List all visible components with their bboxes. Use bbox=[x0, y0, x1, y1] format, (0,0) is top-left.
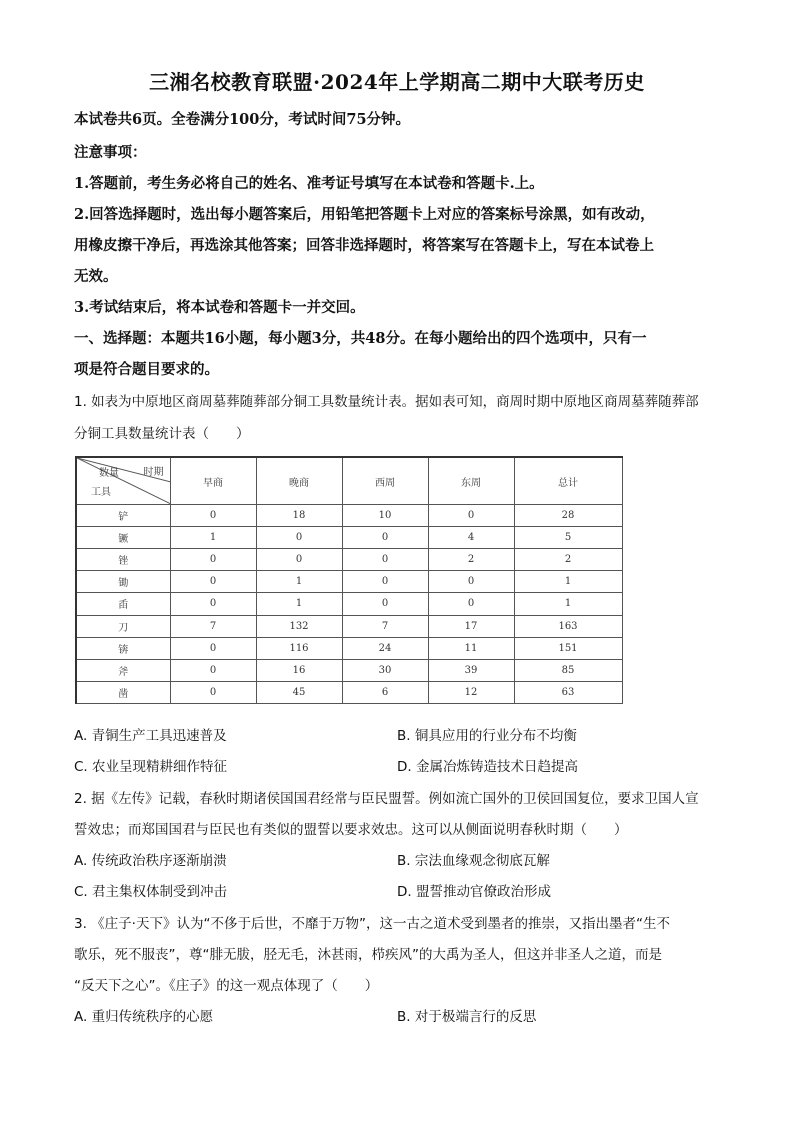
q2-option-b[interactable]: B. 宗法血缘观念彻底瓦解 bbox=[397, 853, 550, 869]
bronze-tools-table bbox=[75, 456, 623, 704]
table-cell: 30 bbox=[342, 659, 428, 681]
table-cell: 0 bbox=[170, 571, 256, 593]
table-row bbox=[76, 527, 622, 549]
table-cell: 0 bbox=[170, 659, 256, 681]
note-2: 2.回答选择题时，选出每小题答案后，用铅笔把答题卡上对应的答案标号涂黑，如有改动， bbox=[74, 206, 655, 223]
table-cell: 6 bbox=[342, 681, 428, 703]
table-row bbox=[76, 549, 622, 571]
note-2-cont: 用橡皮擦干净后，再选涂其他答案；回答非选择题时，将答案写在答题卡上，写在本试卷上 bbox=[74, 237, 654, 254]
column-header: 东周 bbox=[428, 457, 514, 505]
tool-name: 铲 bbox=[76, 505, 170, 527]
section-heading-cont: 项是符合题目要求的。 bbox=[74, 361, 219, 378]
note-1: 1.答题前，考生务必将自己的姓名、准考证号填写在本试卷和答题卡.上。 bbox=[74, 175, 544, 192]
table-cell: 0 bbox=[428, 505, 514, 527]
table-cell: 0 bbox=[170, 637, 256, 659]
q2-option-d[interactable]: D. 盟誓推动官僚政治形成 bbox=[397, 884, 551, 900]
tool-name: 锉 bbox=[76, 549, 170, 571]
q2-option-a[interactable]: A. 传统政治秩序逐渐崩溃 bbox=[74, 853, 227, 869]
q1-option-d[interactable]: D. 金属冶炼铸造技术日趋提高 bbox=[397, 759, 578, 775]
q3-stem-cont: 歌乐，死不服丧”，尊“腓无胈，胫无毛，沐甚雨，栉疾风”的大禹为圣人，但这并非圣人之道，而是 bbox=[74, 947, 662, 963]
table-cell: 0 bbox=[170, 681, 256, 703]
table-cell: 151 bbox=[514, 637, 622, 659]
table-cell: 1 bbox=[256, 571, 342, 593]
table-cell: 0 bbox=[428, 593, 514, 615]
table-cell: 0 bbox=[342, 571, 428, 593]
table-cell: 163 bbox=[514, 615, 622, 637]
table-header-row bbox=[76, 457, 622, 505]
table-cell: 63 bbox=[514, 681, 622, 703]
table-cell: 45 bbox=[256, 681, 342, 703]
exam-title: 三湘名校教育联盟·2024年上学期高二期中大联考历史 bbox=[149, 70, 645, 94]
table-row bbox=[76, 681, 622, 703]
table-row bbox=[76, 637, 622, 659]
q3-stem: 3. 《庄子·天下》认为“不侈于后世，不靡于万物”，这一古之道术受到墨者的推崇，又指出墨者“生不 bbox=[74, 916, 670, 932]
tool-name: 臿 bbox=[76, 593, 170, 615]
table-cell: 4 bbox=[428, 527, 514, 549]
table-row bbox=[76, 659, 622, 681]
column-header: 晚商 bbox=[256, 457, 342, 505]
table-cell: 17 bbox=[428, 615, 514, 637]
q2-option-c[interactable]: C. 君主集权体制受到冲击 bbox=[74, 884, 228, 900]
table-cell: 0 bbox=[170, 505, 256, 527]
table-cell: 7 bbox=[342, 615, 428, 637]
column-header: 西周 bbox=[342, 457, 428, 505]
corner-quantity-label: 数量 bbox=[99, 468, 119, 479]
table-cell: 116 bbox=[256, 637, 342, 659]
table-cell: 11 bbox=[428, 637, 514, 659]
table-cell: 132 bbox=[256, 615, 342, 637]
table-cell: 0 bbox=[170, 549, 256, 571]
table-cell: 28 bbox=[514, 505, 622, 527]
table-row bbox=[76, 593, 622, 615]
table-row bbox=[76, 571, 622, 593]
q3-stem-end: “反天下之心”。《庄子》的这一观点体现了（ ） bbox=[74, 978, 379, 994]
q1-option-b[interactable]: B. 铜具应用的行业分布不均衡 bbox=[397, 728, 577, 744]
table-cell: 0 bbox=[342, 549, 428, 571]
corner-period-label: 时期 bbox=[143, 467, 164, 478]
table-cell: 0 bbox=[342, 593, 428, 615]
tool-name: 锛 bbox=[76, 637, 170, 659]
tool-name: 刀 bbox=[76, 615, 170, 637]
table-cell: 0 bbox=[256, 549, 342, 571]
table-cell: 39 bbox=[428, 659, 514, 681]
table-cell: 0 bbox=[256, 527, 342, 549]
table-cell: 16 bbox=[256, 659, 342, 681]
table-row bbox=[76, 615, 622, 637]
table-cell: 2 bbox=[514, 549, 622, 571]
corner-tool-label: 工具 bbox=[91, 487, 111, 498]
q1-option-a[interactable]: A. 青铜生产工具迅速普及 bbox=[74, 728, 227, 744]
tool-name: 镢 bbox=[76, 527, 170, 549]
notes-heading: 注意事项： bbox=[74, 144, 147, 161]
table-cell: 12 bbox=[428, 681, 514, 703]
table-cell: 1 bbox=[170, 527, 256, 549]
table-cell: 1 bbox=[514, 571, 622, 593]
table-cell: 2 bbox=[428, 549, 514, 571]
note-2-end: 无效。 bbox=[74, 268, 118, 285]
q2-stem-cont: 誓效忠；而郑国国君与臣民也有类似的盟誓以要求效忠。这可以从侧面说明春秋时期（ ） bbox=[74, 822, 628, 838]
table-corner-cell bbox=[76, 457, 170, 505]
table-cell: 85 bbox=[514, 659, 622, 681]
q3-option-b[interactable]: B. 对于极端言行的反思 bbox=[397, 1009, 537, 1025]
table-cell: 24 bbox=[342, 637, 428, 659]
table-cell: 1 bbox=[256, 593, 342, 615]
table-row bbox=[76, 505, 622, 527]
table-cell: 0 bbox=[428, 571, 514, 593]
column-header: 总计 bbox=[514, 457, 622, 505]
q1-option-c[interactable]: C. 农业呈现精耕细作特征 bbox=[74, 759, 228, 775]
table-cell: 0 bbox=[342, 527, 428, 549]
tool-name: 锄 bbox=[76, 571, 170, 593]
tool-name: 斧 bbox=[76, 659, 170, 681]
table-cell: 0 bbox=[170, 593, 256, 615]
table-cell: 18 bbox=[256, 505, 342, 527]
column-header: 早商 bbox=[170, 457, 256, 505]
table-cell: 10 bbox=[342, 505, 428, 527]
q1-stem-cont: 分铜工具数量统计表（ ） bbox=[74, 426, 250, 442]
q1-stem: 1. 如表为中原地区商周墓葬随葬部分铜工具数量统计表。据如表可知，商周时期中原地区商周墓葬随葬部 bbox=[74, 394, 699, 410]
table-cell: 5 bbox=[514, 527, 622, 549]
tool-name: 凿 bbox=[76, 681, 170, 703]
q2-stem: 2. 据《左传》记载，春秋时期诸侯国国君经常与臣民盟誓。例如流亡国外的卫侯回国复位，要求卫国人宣 bbox=[74, 791, 699, 807]
table-cell: 7 bbox=[170, 615, 256, 637]
exam-intro: 本试卷共6页。全卷满分100分，考试时间75分钟。 bbox=[74, 111, 411, 128]
section-heading: 一、选择题：本题共16小题，每小题3分，共48分。在每小题给出的四个选项中，只有一 bbox=[74, 330, 647, 347]
table-cell: 1 bbox=[514, 593, 622, 615]
q3-option-a[interactable]: A. 重归传统秩序的心愿 bbox=[74, 1009, 214, 1025]
note-3: 3.考试结束后，将本试卷和答题卡一并交回。 bbox=[74, 299, 365, 316]
